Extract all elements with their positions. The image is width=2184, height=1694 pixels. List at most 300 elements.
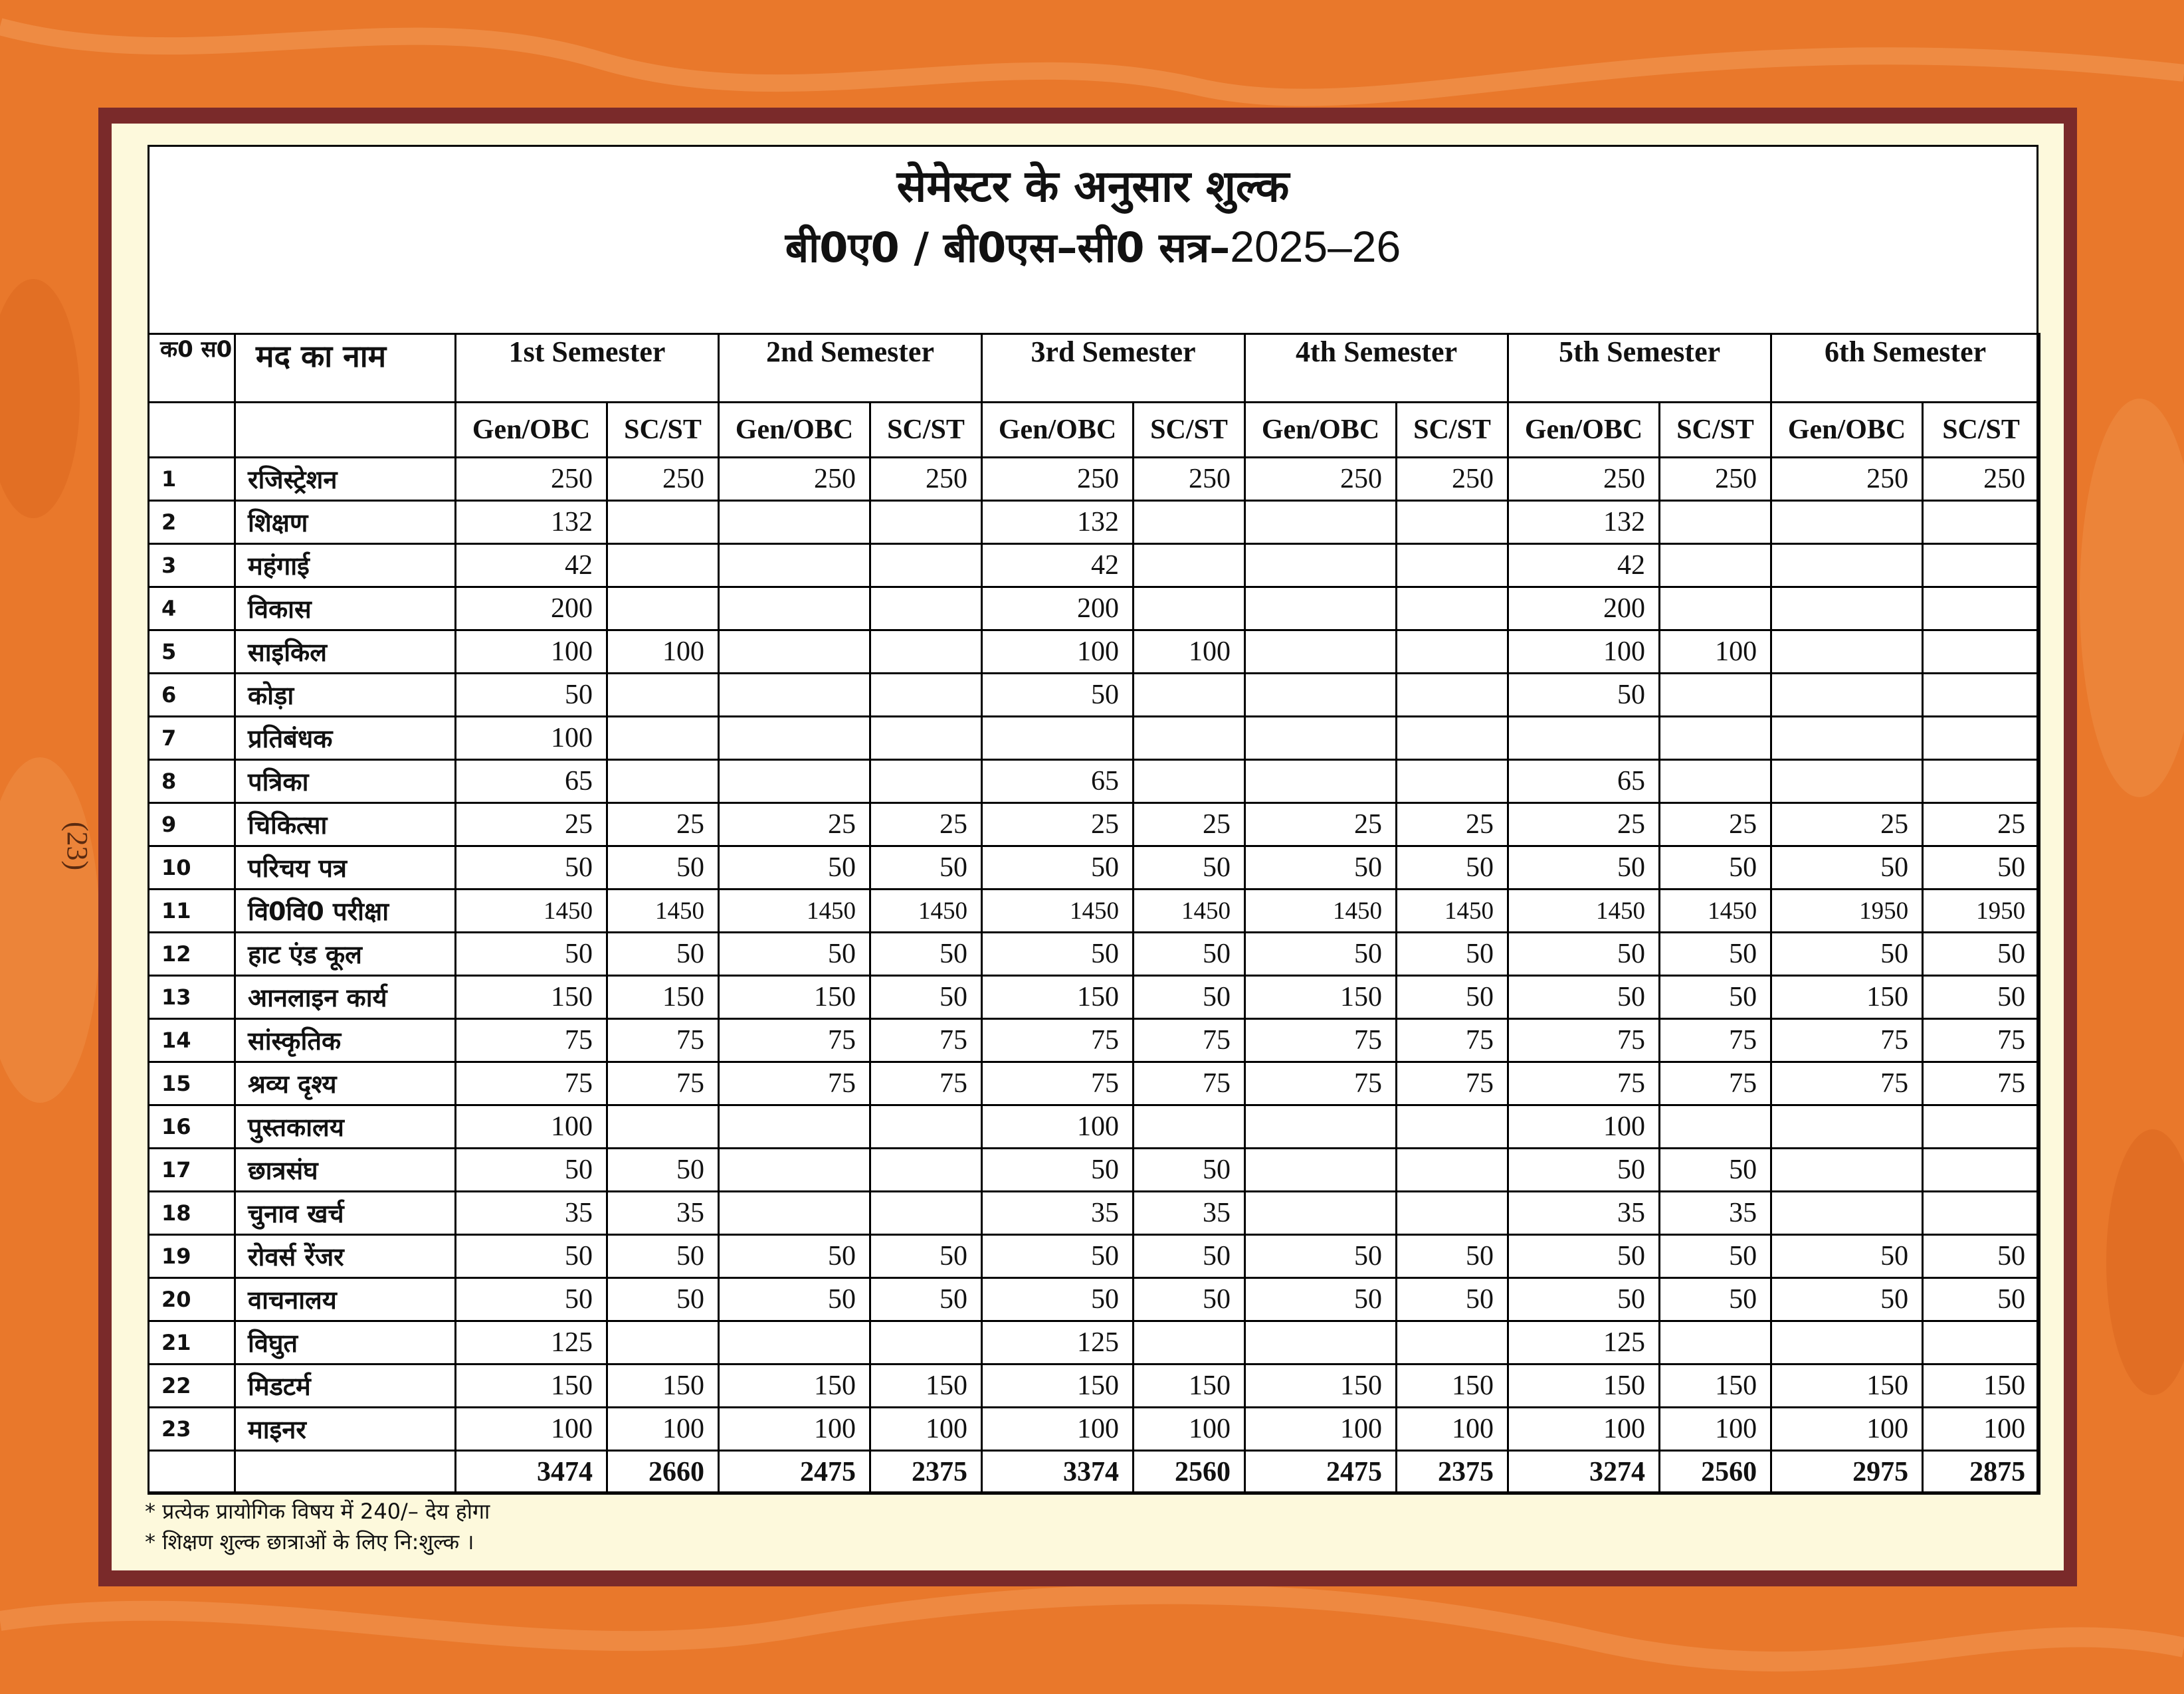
fee-cell: 50: [1660, 1235, 1771, 1278]
fee-cell: 50: [456, 1235, 607, 1278]
item-name-cell: कोड़ा: [235, 674, 456, 717]
fee-cell: 50: [456, 933, 607, 976]
fee-cell: 1950: [1771, 890, 1923, 933]
total-cell: 2975: [1771, 1451, 1923, 1494]
serial-cell: 15: [149, 1062, 235, 1105]
fee-cell: [1923, 501, 2040, 544]
total-cell: 2475: [719, 1451, 870, 1494]
item-name-cell: चिकित्सा: [235, 803, 456, 846]
table-row: [149, 630, 2040, 674]
item-name-cell: वि0वि0 परीक्षा: [235, 890, 456, 933]
fee-cell: [870, 1105, 982, 1149]
fee-cell: 75: [1771, 1019, 1923, 1062]
fee-cell: 50: [456, 674, 607, 717]
category-header-gen: Gen/OBC: [719, 403, 870, 458]
total-blank-cell: [235, 1451, 456, 1494]
fee-cell: [1660, 1321, 1771, 1365]
fee-cell: [1660, 587, 1771, 630]
fee-cell: [607, 1321, 719, 1365]
total-cell: 3374: [982, 1451, 1134, 1494]
category-header-gen: Gen/OBC: [1771, 403, 1923, 458]
footnote: * शिक्षण शुल्क छात्राओं के लिए नि:शुल्क ।: [145, 1529, 474, 1554]
fee-cell: 100: [1660, 630, 1771, 674]
table-row: [149, 1321, 2040, 1365]
fee-cell: 150: [1660, 1365, 1771, 1408]
fee-cell: [1397, 1149, 1508, 1192]
fee-cell: [1923, 1105, 2040, 1149]
fee-cell: [1771, 544, 1923, 587]
serial-cell: 1: [149, 458, 235, 501]
fee-cell: 100: [1923, 1408, 2040, 1451]
serial-cell: 5: [149, 630, 235, 674]
fee-cell: [1771, 1105, 1923, 1149]
fee-cell: 50: [1771, 1235, 1923, 1278]
fee-table-body: [149, 458, 2040, 1494]
fee-cell: 132: [456, 501, 607, 544]
fee-cell: 75: [456, 1062, 607, 1105]
fee-cell: 75: [607, 1062, 719, 1105]
item-name-cell: माइनर: [235, 1408, 456, 1451]
fee-cell: [1397, 674, 1508, 717]
fee-cell: 1450: [982, 890, 1134, 933]
fee-cell: 1450: [607, 890, 719, 933]
fee-cell: 250: [1245, 458, 1397, 501]
fee-cell: 50: [1923, 846, 2040, 890]
serial-cell: 19: [149, 1235, 235, 1278]
fee-cell: 150: [870, 1365, 982, 1408]
fee-cell: 250: [1923, 458, 2040, 501]
fee-cell: 50: [607, 1278, 719, 1321]
fee-cell: 25: [982, 803, 1134, 846]
fee-cell: [719, 674, 870, 717]
fee-cell: 50: [870, 846, 982, 890]
serial-header: क0 स0: [149, 334, 235, 403]
category-header-gen: Gen/OBC: [1508, 403, 1660, 458]
serial-cell: 4: [149, 587, 235, 630]
fee-cell: [1134, 544, 1245, 587]
fee-cell: 75: [1508, 1062, 1660, 1105]
fee-cell: [1245, 1105, 1397, 1149]
fee-cell: [1134, 501, 1245, 544]
fee-cell: 100: [607, 630, 719, 674]
fee-cell: 75: [607, 1019, 719, 1062]
fee-cell: [1245, 1192, 1397, 1235]
fee-cell: 50: [1923, 1278, 2040, 1321]
serial-cell: 7: [149, 717, 235, 760]
serial-cell: 21: [149, 1321, 235, 1365]
table-row: [149, 544, 2040, 587]
fee-cell: [719, 587, 870, 630]
fee-cell: 125: [456, 1321, 607, 1365]
fee-cell: [1134, 674, 1245, 717]
footnotes: [145, 1496, 490, 1557]
item-name-cell: चुनाव खर्च: [235, 1192, 456, 1235]
fee-cell: [1771, 717, 1923, 760]
fee-cell: 75: [870, 1062, 982, 1105]
fee-cell: 25: [607, 803, 719, 846]
item-name-header: मद का नाम: [235, 334, 456, 403]
fee-cell: 1450: [1508, 890, 1660, 933]
fee-cell: [719, 760, 870, 803]
fee-cell: 50: [1508, 846, 1660, 890]
item-name-cell: श्रव्य दृश्य: [235, 1062, 456, 1105]
fee-cell: 50: [982, 1235, 1134, 1278]
fee-cell: 150: [607, 1365, 719, 1408]
fee-cell: [1660, 717, 1771, 760]
category-header-gen: Gen/OBC: [1245, 403, 1397, 458]
table-row: [149, 1062, 2040, 1105]
fee-cell: 50: [1660, 1278, 1771, 1321]
serial-cell: 10: [149, 846, 235, 890]
fee-cell: [1923, 717, 2040, 760]
serial-cell: 23: [149, 1408, 235, 1451]
table-row: [149, 1365, 2040, 1408]
serial-cell: 22: [149, 1365, 235, 1408]
semester-header: 6th Semester: [1771, 334, 2040, 403]
fee-cell: 50: [607, 1235, 719, 1278]
fee-cell: 50: [1134, 846, 1245, 890]
subtitle-course: बी0ए0 / बी0एस–सी0 सत्र–: [785, 223, 1231, 272]
fee-cell: 50: [982, 846, 1134, 890]
fee-cell: 50: [1397, 933, 1508, 976]
fee-cell: 50: [1397, 976, 1508, 1019]
fee-cell: [719, 1105, 870, 1149]
fee-cell: [1923, 760, 2040, 803]
fee-cell: 150: [456, 976, 607, 1019]
fee-cell: 50: [982, 933, 1134, 976]
fee-cell: 75: [1245, 1019, 1397, 1062]
fee-cell: 75: [870, 1019, 982, 1062]
fee-cell: 50: [1508, 933, 1660, 976]
table-row: [149, 1235, 2040, 1278]
fee-cell: 75: [1771, 1062, 1923, 1105]
fee-cell: 50: [1134, 1278, 1245, 1321]
fee-cell: [1397, 630, 1508, 674]
fee-cell: [1771, 587, 1923, 630]
item-name-cell: साइकिल: [235, 630, 456, 674]
category-header-sc: SC/ST: [1660, 403, 1771, 458]
table-row: [149, 587, 2040, 630]
page-subtitle: [149, 219, 2036, 274]
fee-cell: [1245, 674, 1397, 717]
fee-cell: 1450: [870, 890, 982, 933]
fee-cell: 250: [1771, 458, 1923, 501]
fee-cell: 50: [719, 1235, 870, 1278]
serial-cell: 13: [149, 976, 235, 1019]
fee-cell: 75: [1923, 1019, 2040, 1062]
fee-cell: 100: [1134, 1408, 1245, 1451]
fee-cell: 150: [607, 976, 719, 1019]
fee-cell: [1245, 717, 1397, 760]
fee-cell: [1660, 760, 1771, 803]
fee-cell: 50: [1397, 1278, 1508, 1321]
fee-cell: [870, 1321, 982, 1365]
fee-cell: [1245, 544, 1397, 587]
table-row: [149, 1105, 2040, 1149]
fee-cell: [1134, 760, 1245, 803]
fee-cell: 150: [982, 976, 1134, 1019]
fee-cell: 100: [1397, 1408, 1508, 1451]
total-cell: 2375: [1397, 1451, 1508, 1494]
fee-cell: 100: [719, 1408, 870, 1451]
fee-cell: 150: [982, 1365, 1134, 1408]
fee-cell: 50: [1245, 1278, 1397, 1321]
fee-cell: 150: [1508, 1365, 1660, 1408]
item-name-cell: प्रतिबंधक: [235, 717, 456, 760]
table-row: [149, 1278, 2040, 1321]
fee-cell: [1397, 501, 1508, 544]
fee-cell: 50: [1245, 846, 1397, 890]
fee-cell: 50: [719, 933, 870, 976]
fee-table: [148, 333, 2040, 1495]
serial-cell: 11: [149, 890, 235, 933]
item-name-cell: सांस्कृतिक: [235, 1019, 456, 1062]
fee-cell: [1771, 674, 1923, 717]
fee-cell: 50: [607, 1149, 719, 1192]
fee-cell: 35: [982, 1192, 1134, 1235]
fee-cell: 1450: [719, 890, 870, 933]
serial-cell: 20: [149, 1278, 235, 1321]
fee-cell: 150: [1923, 1365, 2040, 1408]
fee-cell: [870, 1149, 982, 1192]
fee-cell: 100: [1508, 1105, 1660, 1149]
fee-cell: 250: [1397, 458, 1508, 501]
fee-cell: 150: [1771, 1365, 1923, 1408]
fee-cell: 132: [1508, 501, 1660, 544]
fee-cell: [1923, 1149, 2040, 1192]
fee-cell: 100: [1660, 1408, 1771, 1451]
fee-cell: [1660, 1105, 1771, 1149]
item-name-cell: शिक्षण: [235, 501, 456, 544]
fee-cell: 250: [1660, 458, 1771, 501]
table-row: [149, 1192, 2040, 1235]
serial-cell: 18: [149, 1192, 235, 1235]
fee-cell: 75: [1245, 1062, 1397, 1105]
semester-header: 1st Semester: [456, 334, 719, 403]
fee-cell: 50: [1771, 933, 1923, 976]
total-cell: 2375: [870, 1451, 982, 1494]
fee-cell: 75: [1660, 1019, 1771, 1062]
fee-cell: 150: [1771, 976, 1923, 1019]
fee-cell: 50: [1508, 976, 1660, 1019]
fee-cell: [1923, 630, 2040, 674]
fee-cell: [870, 544, 982, 587]
fee-cell: 50: [1660, 976, 1771, 1019]
table-row: [149, 674, 2040, 717]
fee-cell: 50: [982, 674, 1134, 717]
fee-cell: [719, 1149, 870, 1192]
table-row: [149, 501, 2040, 544]
fee-cell: 150: [1245, 976, 1397, 1019]
fee-cell: [1771, 1192, 1923, 1235]
fee-cell: 100: [1134, 630, 1245, 674]
total-cell: 3474: [456, 1451, 607, 1494]
fee-sheet: [148, 145, 2038, 1493]
fee-cell: 250: [870, 458, 982, 501]
fee-cell: 250: [982, 458, 1134, 501]
fee-cell: [870, 760, 982, 803]
category-header-gen: Gen/OBC: [982, 403, 1134, 458]
fee-cell: [1134, 1105, 1245, 1149]
fee-cell: 50: [870, 933, 982, 976]
fee-cell: 65: [982, 760, 1134, 803]
fee-cell: 25: [1660, 803, 1771, 846]
category-header-sc: SC/ST: [607, 403, 719, 458]
fee-cell: 100: [456, 1105, 607, 1149]
fee-cell: 100: [982, 1408, 1134, 1451]
total-cell: 2475: [1245, 1451, 1397, 1494]
table-row: [149, 458, 2040, 501]
fee-cell: [719, 1192, 870, 1235]
title-block: [149, 147, 2036, 334]
category-header-sc: SC/ST: [1923, 403, 2040, 458]
fee-cell: [1397, 1105, 1508, 1149]
fee-cell: 250: [1134, 458, 1245, 501]
fee-cell: 50: [1508, 674, 1660, 717]
fee-cell: [607, 501, 719, 544]
total-cell: 2560: [1660, 1451, 1771, 1494]
fee-cell: 75: [982, 1019, 1134, 1062]
semester-header: 4th Semester: [1245, 334, 1508, 403]
table-row: [149, 717, 2040, 760]
fee-cell: 250: [456, 458, 607, 501]
fee-cell: [1771, 630, 1923, 674]
fee-cell: 25: [1508, 803, 1660, 846]
fee-cell: 100: [456, 717, 607, 760]
fee-cell: 150: [1134, 1365, 1245, 1408]
fee-cell: [1397, 760, 1508, 803]
total-blank-cell: [149, 1451, 235, 1494]
fee-cell: [1397, 544, 1508, 587]
fee-cell: 100: [982, 1105, 1134, 1149]
fee-cell: [1660, 674, 1771, 717]
item-name-cell: विकास: [235, 587, 456, 630]
table-row: [149, 1019, 2040, 1062]
category-header-sc: SC/ST: [1397, 403, 1508, 458]
fee-cell: [719, 630, 870, 674]
item-name-cell: पुस्तकालय: [235, 1105, 456, 1149]
serial-cell: 17: [149, 1149, 235, 1192]
fee-cell: [870, 630, 982, 674]
fee-cell: 50: [1508, 1278, 1660, 1321]
fee-cell: [1134, 717, 1245, 760]
fee-cell: 25: [1134, 803, 1245, 846]
serial-cell: 8: [149, 760, 235, 803]
fee-cell: 50: [456, 846, 607, 890]
item-name-cell: महंगाई: [235, 544, 456, 587]
total-row: [149, 1451, 2040, 1494]
fee-cell: 250: [719, 458, 870, 501]
fee-cell: 50: [1134, 976, 1245, 1019]
table-row: [149, 1149, 2040, 1192]
item-name-cell: छात्रसंघ: [235, 1149, 456, 1192]
fee-cell: 50: [982, 1278, 1134, 1321]
fee-cell: 25: [1245, 803, 1397, 846]
fee-cell: 50: [1771, 1278, 1923, 1321]
fee-cell: [1923, 1192, 2040, 1235]
fee-cell: 100: [870, 1408, 982, 1451]
fee-cell: 50: [607, 846, 719, 890]
fee-cell: 150: [719, 1365, 870, 1408]
serial-cell: 2: [149, 501, 235, 544]
fee-cell: [1397, 1321, 1508, 1365]
fee-cell: 50: [1508, 1149, 1660, 1192]
semester-header: 3rd Semester: [982, 334, 1245, 403]
page-title: सेमेस्टर के अनुसार शुल्क: [896, 161, 1290, 212]
fee-cell: [1771, 760, 1923, 803]
fee-cell: 100: [1771, 1408, 1923, 1451]
fee-cell: [1245, 760, 1397, 803]
fee-cell: 50: [1923, 1235, 2040, 1278]
fee-cell: [870, 717, 982, 760]
fee-cell: 1950: [1923, 890, 2040, 933]
serial-cell: 16: [149, 1105, 235, 1149]
fee-cell: 25: [1771, 803, 1923, 846]
fee-cell: [607, 544, 719, 587]
fee-cell: 50: [1660, 846, 1771, 890]
fee-cell: 200: [982, 587, 1134, 630]
fee-cell: [719, 501, 870, 544]
serial-cell: 3: [149, 544, 235, 587]
item-name-cell: पत्रिका: [235, 760, 456, 803]
item-name-cell: हाट एंड कूल: [235, 933, 456, 976]
semester-header: 2nd Semester: [719, 334, 982, 403]
fee-cell: 50: [456, 1278, 607, 1321]
fee-cell: 250: [1508, 458, 1660, 501]
fee-cell: [1771, 1149, 1923, 1192]
fee-cell: 132: [982, 501, 1134, 544]
fee-cell: 75: [1134, 1062, 1245, 1105]
fee-cell: 150: [1397, 1365, 1508, 1408]
fee-cell: [1923, 587, 2040, 630]
fee-cell: 75: [1660, 1062, 1771, 1105]
fee-cell: [1923, 674, 2040, 717]
semester-header: 5th Semester: [1508, 334, 1771, 403]
fee-cell: 75: [719, 1019, 870, 1062]
item-name-cell: परिचय पत्र: [235, 846, 456, 890]
total-cell: 2660: [607, 1451, 719, 1494]
fee-cell: 150: [719, 976, 870, 1019]
fee-cell: 50: [719, 1278, 870, 1321]
fee-cell: 25: [1923, 803, 2040, 846]
fee-cell: 125: [982, 1321, 1134, 1365]
fee-cell: 50: [1134, 933, 1245, 976]
fee-cell: 1450: [456, 890, 607, 933]
fee-cell: 50: [1134, 1235, 1245, 1278]
fee-cell: 150: [456, 1365, 607, 1408]
item-name-cell: विघुत: [235, 1321, 456, 1365]
serial-cell: 9: [149, 803, 235, 846]
category-header-gen: Gen/OBC: [456, 403, 607, 458]
fee-cell: [1771, 1321, 1923, 1365]
fee-cell: 75: [1134, 1019, 1245, 1062]
blank-header-cell: [149, 403, 235, 458]
fee-cell: 125: [1508, 1321, 1660, 1365]
fee-cell: [1508, 717, 1660, 760]
footnote: * प्रत्येक प्रायोगिक विषय में 240/– देय होगा: [145, 1499, 490, 1524]
fee-cell: 1450: [1660, 890, 1771, 933]
item-name-cell: आनलाइन कार्य: [235, 976, 456, 1019]
fee-cell: [1397, 587, 1508, 630]
fee-cell: 65: [456, 760, 607, 803]
item-name-cell: वाचनालय: [235, 1278, 456, 1321]
fee-cell: 50: [1245, 1235, 1397, 1278]
fee-cell: 50: [1771, 846, 1923, 890]
serial-cell: 6: [149, 674, 235, 717]
fee-cell: [1660, 501, 1771, 544]
total-cell: 3274: [1508, 1451, 1660, 1494]
fee-cell: 50: [1245, 933, 1397, 976]
